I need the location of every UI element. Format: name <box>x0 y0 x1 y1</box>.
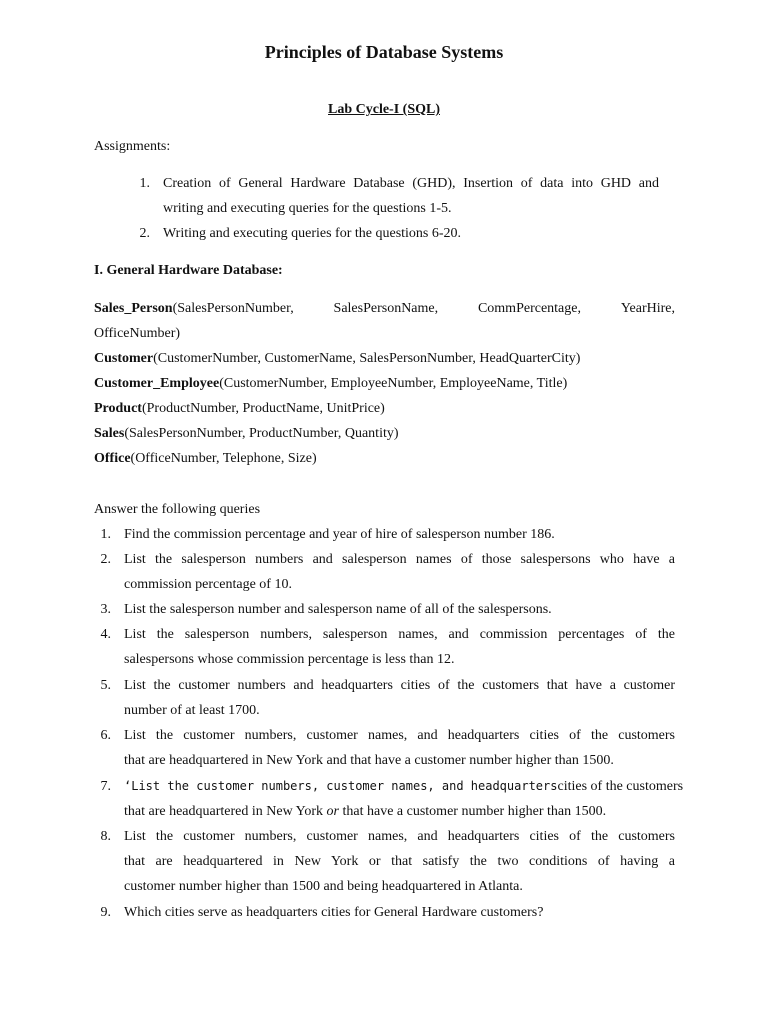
schema-relation-customer <box>94 346 580 371</box>
query-text: Which cities serve as headquarters cities for General Hardware customers? <box>124 905 544 920</box>
relation-attribute: CommPercentage, <box>477 301 581 316</box>
query-number: 4. <box>100 627 111 642</box>
assignments-heading: Assignments: <box>94 139 171 154</box>
query-text: List the customer numbers and headquarters cities of the customers that have a customer <box>124 678 675 693</box>
relation-name: Product <box>94 401 142 416</box>
relation-name: Office <box>94 451 131 466</box>
query-text-part: that have a customer number higher than 1500. <box>339 804 607 819</box>
schema-relation-customer-employee <box>94 371 567 396</box>
schema-relation-office <box>94 446 317 471</box>
query-text: List the customer numbers, customer names, and headquarters cities of the customers <box>124 829 675 844</box>
relation-attributes: (ProductNumber, ProductName, UnitPrice) <box>141 401 385 416</box>
schema-relation-product <box>94 396 385 421</box>
query-number: 2. <box>100 552 111 567</box>
relation-attribute: YearHire, <box>620 301 675 316</box>
query-text: that are headquartered in New York and that have a customer number higher than 1500. <box>124 753 614 768</box>
assignment-number: 1. <box>139 176 150 191</box>
relation-attributes: (SalesPersonNumber, ProductNumber, Quantity) <box>124 426 399 441</box>
query-text: customer number higher than 1500 and being headquartered in Atlanta. <box>124 879 523 894</box>
relation-attribute: (SalesPersonNumber, <box>172 301 294 316</box>
assignment-line: Creation of General Hardware Database (GHD), Insertion of data into GHD and <box>163 176 659 191</box>
query-text: List the salesperson numbers and salesperson names of those salespersons who have a <box>124 552 675 567</box>
query-text: Find the commission percentage and year of hire of salesperson number 186. <box>124 527 555 542</box>
relation-attribute: SalesPersonName, <box>333 301 439 316</box>
query-text: List the customer numbers, customer names, and headquarters cities of the customers <box>124 728 675 743</box>
assignment-line: Writing and executing queries for the questions 6-20. <box>163 226 462 241</box>
query-number: 5. <box>100 678 111 693</box>
query-text: List the salesperson number and salesperson name of all of the salespersons. <box>124 602 552 617</box>
relation-attribute: OfficeNumber) <box>94 326 181 341</box>
page-title: Principles of Database Systems <box>264 42 504 62</box>
query-text: List the salesperson numbers, salesperson names, and commission percentages of the <box>124 627 675 642</box>
assignment-line: writing and executing queries for the questions 1-5. <box>163 201 452 216</box>
section-heading: I. General Hardware Database: <box>94 263 283 278</box>
query-text <box>124 799 606 824</box>
query-text-or: or <box>326 804 339 819</box>
query-number: 3. <box>100 602 111 617</box>
query-number: 1. <box>100 527 111 542</box>
relation-attributes: (OfficeNumber, Telephone, Size) <box>130 451 317 466</box>
query-text <box>124 774 684 799</box>
query-number: 9. <box>100 905 111 920</box>
query-text-rest: cities of the customers <box>557 779 684 794</box>
query-text: that are headquartered in New York or that satisfy the two conditions of having a <box>124 854 675 869</box>
queries-intro: Answer the following queries <box>94 502 261 517</box>
schema-relation-sales <box>94 421 399 446</box>
page-subtitle: Lab Cycle-I (SQL) <box>328 102 440 117</box>
relation-name: Customer <box>94 351 154 366</box>
query-number: 7. <box>100 779 111 794</box>
query-text-part: that are headquartered in New York <box>124 804 327 819</box>
relation-name: Sales_Person <box>94 301 173 316</box>
query-text: salespersons whose commission percentage is less than 12. <box>124 652 455 667</box>
relation-attributes: (CustomerNumber, EmployeeNumber, EmployeeName, Title) <box>219 376 568 391</box>
query-number: 8. <box>100 829 111 844</box>
relation-attributes: (CustomerNumber, CustomerName, SalesPersonNumber, HeadQuarterCity) <box>153 351 581 366</box>
relation-name: Sales <box>94 426 125 441</box>
relation-name: Customer_Employee <box>94 376 220 391</box>
query-number: 6. <box>100 728 111 743</box>
query-text-mono: ‘List the customer numbers, customer names, and headquarters <box>124 779 558 793</box>
query-text: commission percentage of 10. <box>124 577 292 592</box>
assignment-number: 2. <box>139 226 150 241</box>
schema-relation-sales-person <box>94 296 675 321</box>
query-text: number of at least 1700. <box>124 703 260 718</box>
